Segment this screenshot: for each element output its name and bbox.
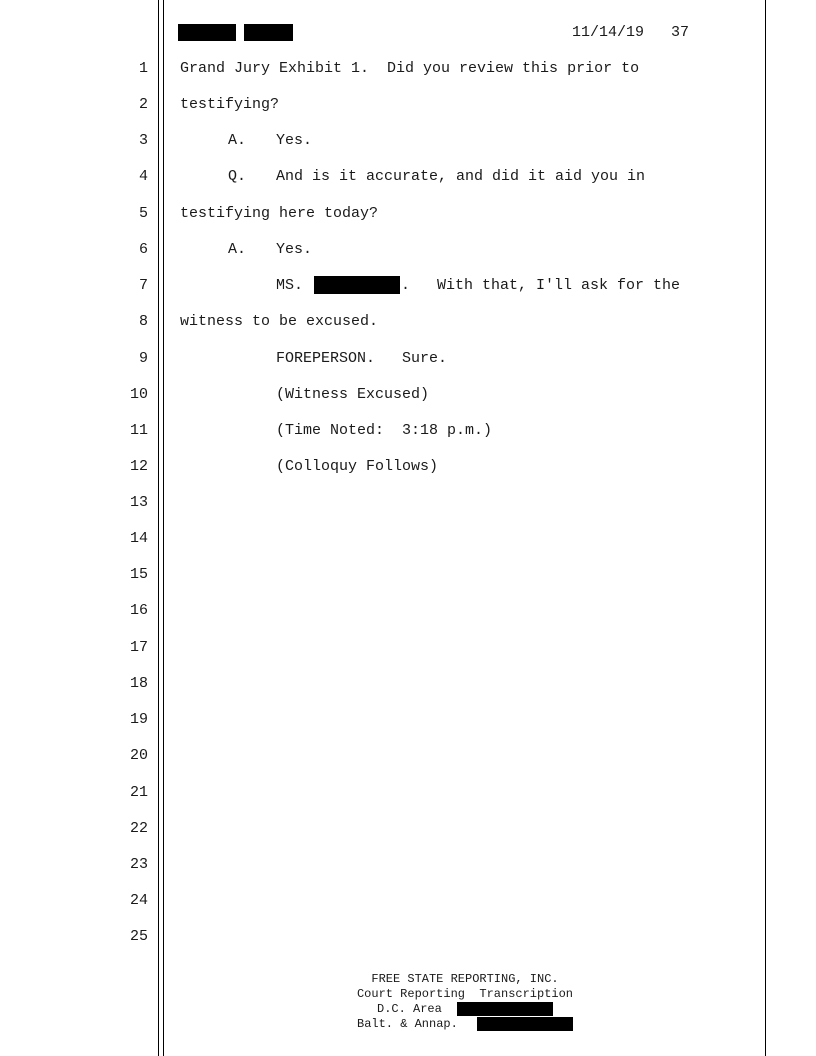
line-number: 20 xyxy=(129,747,148,764)
question-marker: Q. xyxy=(228,168,247,185)
transcript-line-8: witness to be excused. xyxy=(180,313,379,330)
line-number: 18 xyxy=(129,675,148,692)
footer-dc-area: D.C. Area xyxy=(377,1002,442,1016)
transcript-line-12: (Colloquy Follows) xyxy=(276,458,439,475)
footer-company: FREE STATE REPORTING, INC. xyxy=(371,972,559,986)
line-number: 10 xyxy=(129,386,148,403)
transcript-line-10: (Witness Excused) xyxy=(276,386,430,403)
line-number: 13 xyxy=(129,494,148,511)
footer-balt-phone-redaction xyxy=(477,1017,573,1031)
line-number: 5 xyxy=(138,205,148,222)
header-redaction-2 xyxy=(244,24,293,41)
line-number: 25 xyxy=(129,928,148,945)
line-number: 21 xyxy=(129,784,148,801)
line-number: 8 xyxy=(138,313,148,330)
footer-balt-annap: Balt. & Annap. xyxy=(357,1017,458,1031)
line-number: 9 xyxy=(138,350,148,367)
header-date-page: 11/14/19 37 xyxy=(572,24,690,41)
line-number: 15 xyxy=(129,566,148,583)
line-number: 16 xyxy=(129,602,148,619)
line-number: 3 xyxy=(138,132,148,149)
line-number: 7 xyxy=(138,277,148,294)
transcript-line-3: Yes. xyxy=(276,132,313,149)
answer-marker: A. xyxy=(228,132,247,149)
transcript-line-9: FOREPERSON. Sure. xyxy=(276,350,448,367)
footer-services: Court Reporting Transcription xyxy=(356,987,574,1001)
speaker-name-redaction xyxy=(314,276,400,294)
line-number: 17 xyxy=(129,639,148,656)
line-number: 19 xyxy=(129,711,148,728)
transcript-line-7: . With that, I'll ask for the xyxy=(401,277,681,294)
line-number: 14 xyxy=(129,530,148,547)
transcript-line-2: testifying? xyxy=(180,96,280,113)
left-margin-rule-inner xyxy=(163,0,164,1056)
transcript-line-5: testifying here today? xyxy=(180,205,379,222)
header-redaction-1 xyxy=(178,24,236,41)
line-number: 2 xyxy=(138,96,148,113)
line-number: 12 xyxy=(129,458,148,475)
line-number: 1 xyxy=(138,60,148,77)
line-number: 11 xyxy=(129,422,148,439)
line-number: 22 xyxy=(129,820,148,837)
line-number: 23 xyxy=(129,856,148,873)
transcript-line-6: Yes. xyxy=(276,241,313,258)
speaker-label: MS. xyxy=(276,277,304,294)
line-number: 4 xyxy=(138,168,148,185)
line-number: 24 xyxy=(129,892,148,909)
transcript-line-1: Grand Jury Exhibit 1. Did you review this prior to xyxy=(180,60,640,77)
transcript-line-4: And is it accurate, and did it aid you in xyxy=(276,168,646,185)
transcript-line-11: (Time Noted: 3:18 p.m.) xyxy=(276,422,493,439)
left-margin-rule-outer xyxy=(158,0,159,1056)
right-margin-rule xyxy=(765,0,766,1056)
answer-marker: A. xyxy=(228,241,247,258)
footer-dc-phone-redaction xyxy=(457,1002,553,1016)
line-number: 6 xyxy=(138,241,148,258)
